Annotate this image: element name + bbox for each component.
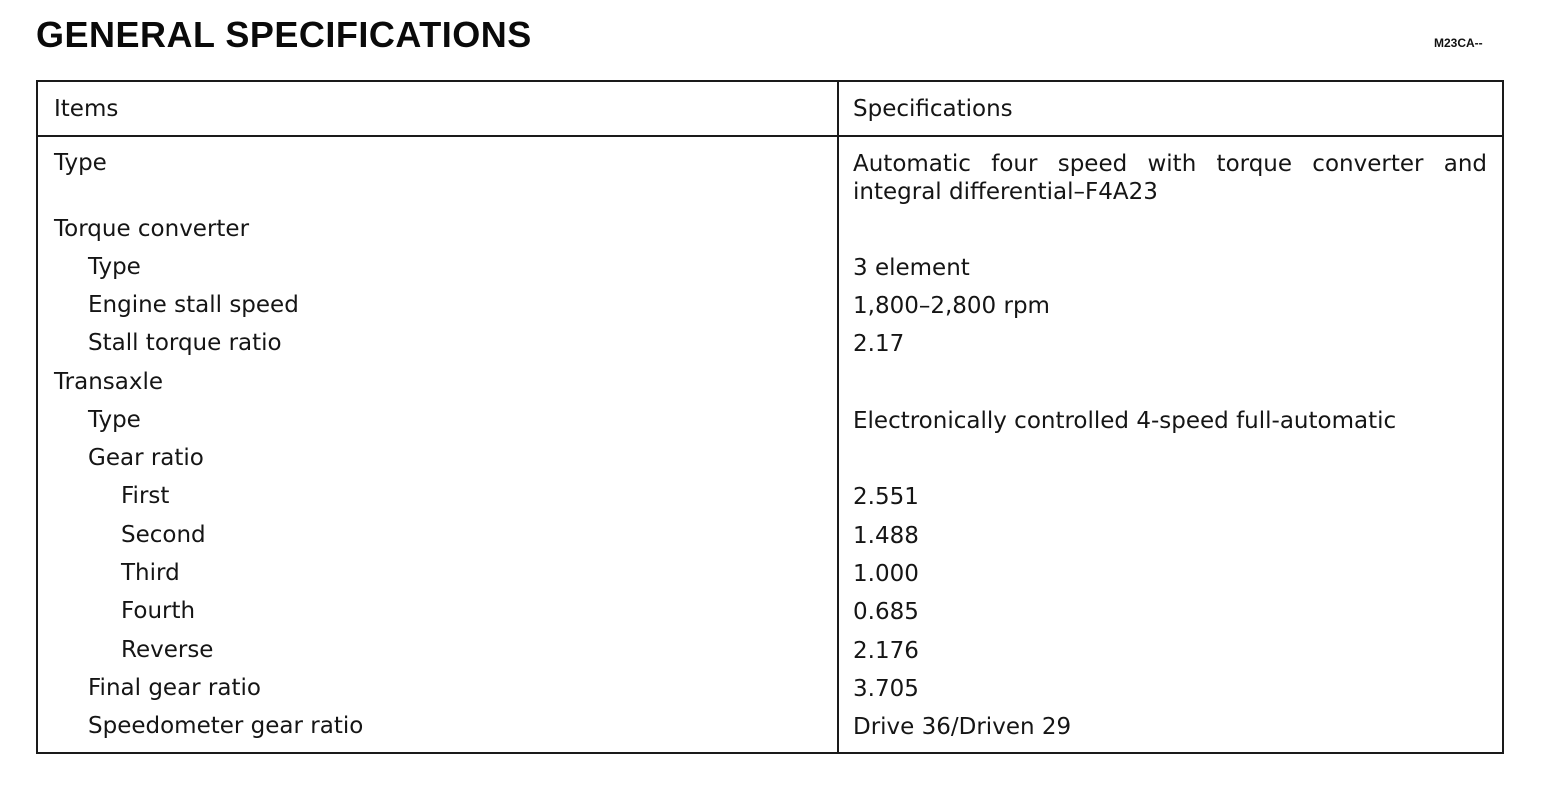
spec-value: 0.685 [853, 599, 919, 625]
table-row [38, 445, 1502, 483]
item-label: Engine stall speed [88, 292, 299, 318]
table-row [38, 522, 1502, 560]
spec-value: 3.705 [853, 676, 919, 702]
item-label: Type [88, 254, 141, 280]
item-label: Second [121, 522, 206, 548]
table-row [38, 407, 1502, 445]
document-code: M23CA-- [1434, 36, 1483, 50]
spec-value: 1.000 [853, 561, 919, 587]
table-row [38, 483, 1502, 521]
item-label: Final gear ratio [88, 675, 261, 701]
table-row [38, 216, 1502, 254]
table-row [38, 713, 1502, 751]
table-row [38, 560, 1502, 598]
spec-value: Drive 36/Driven 29 [853, 714, 1072, 740]
spec-value: 2.551 [853, 484, 919, 510]
header-divider [38, 135, 1502, 137]
item-label: Gear ratio [88, 445, 204, 471]
item-label: Fourth [121, 598, 196, 624]
item-label: Speedometer gear ratio [88, 713, 364, 739]
table-row [38, 330, 1502, 368]
table-row [38, 254, 1502, 292]
table-row [38, 675, 1502, 713]
spec-value: 3 element [853, 255, 970, 281]
item-label: Type [88, 407, 141, 433]
item-label: Third [121, 560, 180, 586]
item-label: Reverse [121, 637, 214, 663]
table-row [38, 598, 1502, 636]
spec-value: 2.17 [853, 331, 905, 357]
spec-value: Automatic four speed with torque converter and integral differential–F4A23 [853, 151, 1487, 205]
table-row [38, 369, 1502, 407]
table-row [38, 150, 1502, 205]
spec-value: 1.488 [853, 523, 919, 549]
item-label: Stall torque ratio [88, 330, 282, 356]
item-label: First [121, 483, 170, 509]
item-label: Torque converter [54, 216, 250, 242]
spec-value: Electronically controlled 4-speed full-automatic [853, 408, 1397, 434]
table-row [38, 637, 1502, 675]
item-label: Type [54, 150, 107, 176]
page-title: GENERAL SPECIFICATIONS [36, 14, 532, 55]
spec-value: 1,800–2,800 rpm [853, 293, 1050, 319]
specifications-table [36, 80, 1504, 754]
table-row [38, 292, 1502, 330]
spec-value: 2.176 [853, 638, 919, 664]
header-specifications: Specifications [853, 96, 1013, 122]
header-items: Items [54, 96, 119, 122]
item-label: Transaxle [54, 369, 164, 395]
